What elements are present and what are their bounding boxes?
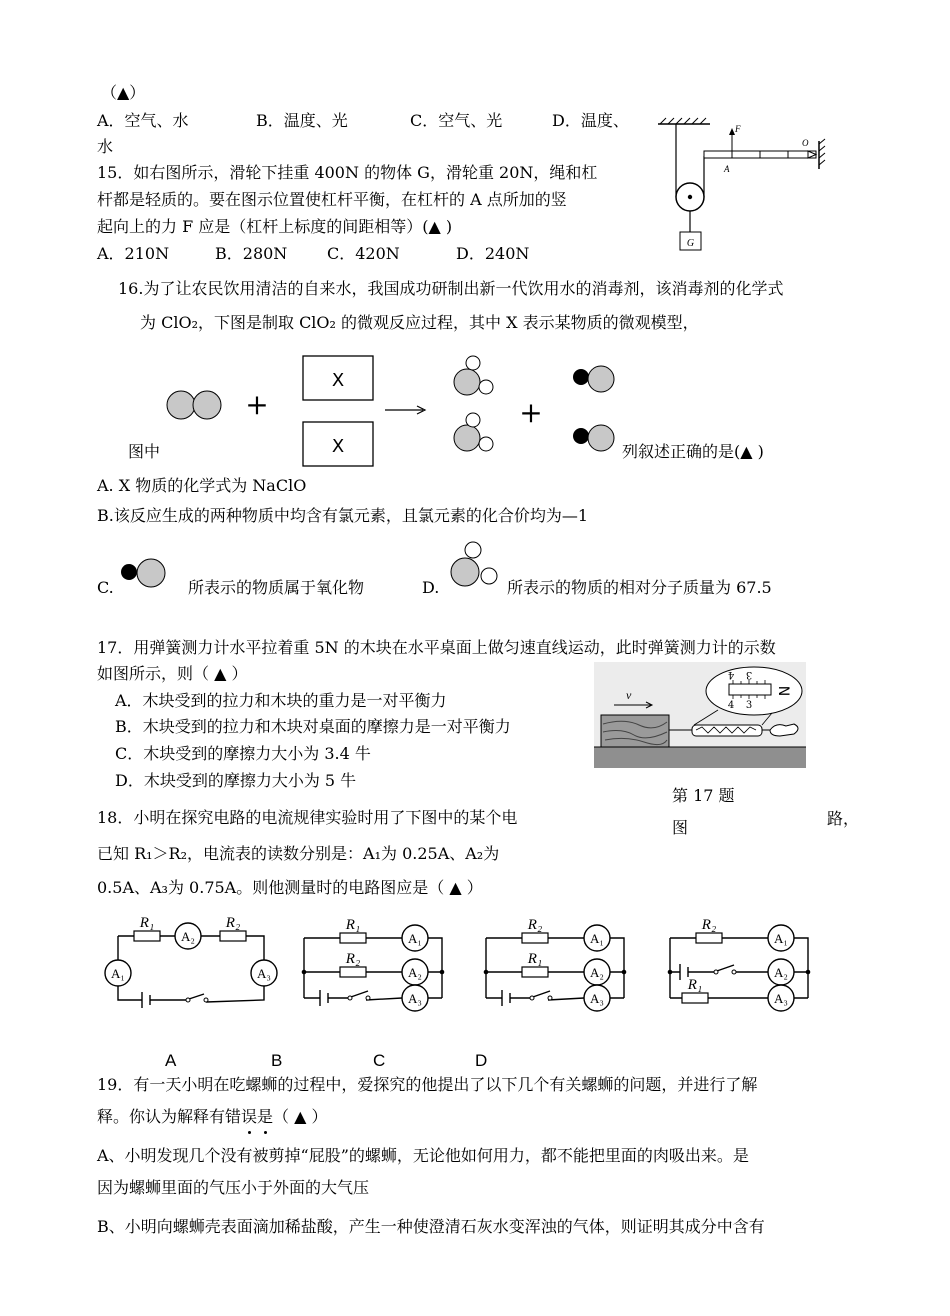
q14-option-a: A．空气、水	[97, 111, 189, 130]
q17-table	[594, 747, 806, 768]
q17-option-c: C．木块受到的摩擦力大小为 3.4 牛	[115, 744, 371, 763]
q18a-label-r1: R₁	[139, 915, 155, 931]
q15-label-o: O	[802, 138, 809, 148]
q17-option-a: A．木块受到的拉力和木块的重力是一对平衡力	[115, 691, 447, 710]
q18-stem-line3: 0.5A、A₃为 0.75A。则他测量时的电路图应是（ ▲ ）	[97, 878, 483, 897]
q18-circuit-d	[666, 912, 826, 1024]
q16-plus-2: +	[519, 396, 543, 429]
q17-stem-line1: 17．用弹簧测力计水平拉着重 5N 的木块在水平桌面上做匀速直线运动，此时弹簧测力计的示数	[97, 638, 776, 657]
q18a-ammeter-a1: A₁	[111, 966, 125, 981]
q19-stem-line1: 19．有一天小明在吃螺蛳的过程中，爱探究的他提出了以下几个有关螺蛳的问题，并进行了解	[97, 1075, 758, 1094]
q18-circuit-c	[482, 912, 642, 1024]
q15-stem-line3: 起向上的力 F 应是（杠杆上标度的间距相等）(▲ )	[97, 217, 453, 236]
q18a-ammeter-a3: A₃	[257, 966, 271, 981]
q18c-ammeter-a3: A₃	[590, 991, 604, 1006]
q18-stem-line1-end: 路，	[827, 809, 860, 828]
q16-option-a: A. X 物质的化学式为 NaClO	[97, 476, 307, 495]
q16-option-b: B.该反应生成的两种物质中均含有氯元素，且氯元素的化合价均为—1	[97, 506, 589, 525]
q16-plus-1: +	[245, 388, 269, 421]
q18d-ammeter-a2: A₂	[774, 965, 788, 980]
q19-emphasis-dot-1	[248, 1131, 251, 1134]
q14-option-c: C．空气、光	[410, 111, 503, 130]
q18c-label-r2: R₂	[527, 917, 543, 933]
q18b-ammeter-a3: A₃	[408, 991, 422, 1006]
q16-option-c-text: 所表示的物质属于氧化物	[188, 578, 365, 597]
q18c-label-r1: R₁	[527, 951, 543, 967]
q18a-ammeter-a2: A₂	[181, 929, 195, 944]
q19-emphasis-dot-2	[264, 1131, 267, 1134]
q18-stem-line2: 已知 R₁＞R₂，电流表的读数分别是：A₁为 0.25A、A₂为	[97, 844, 500, 863]
q17-unit-n: N	[775, 685, 791, 697]
q16-figure-suffix: 列叙述正确的是(▲ )	[622, 442, 764, 461]
q15-option-d: D．240N	[456, 244, 530, 263]
q16-option-d-letter: D.	[422, 578, 440, 597]
q19-option-a-line2: 因为螺蛳里面的气压小于外面的大气压	[97, 1178, 370, 1197]
q17-label-v: v	[626, 688, 632, 702]
q15-stem-line2: 杆都是轻质的。要在图示位置使杠杆平衡，在杠杆的 A 点所加的竖	[97, 190, 567, 209]
q18-stem-line1: 18．小明在探究电路的电流规律实验时用了下图中的某个电	[97, 808, 518, 827]
q18d-label-r1: R₁	[687, 977, 703, 993]
q17-tick-top-3: 3	[745, 669, 753, 680]
q17-caption-line1: 第 17 题	[672, 786, 735, 805]
q19-option-b-line1: B、小明向螺蛳壳表面滴加稀盐酸，产生一种使澄清石灰水变浑浊的气体，则证明其成分中含有	[97, 1217, 765, 1236]
q15-option-c: C．420N	[327, 244, 400, 263]
q16-reaction-diagram	[155, 350, 625, 475]
q19-option-a-line1: A、小明发现几个没有被剪掉“屁股”的螺蛳，无论他如何用力，都不能把里面的肉吸出来。是	[97, 1146, 749, 1165]
q18-label-a: A	[165, 1051, 177, 1070]
q15-option-a: A．210N	[97, 244, 170, 263]
q15-label-a: A	[724, 164, 730, 174]
q14-option-d-wrap: 水	[97, 137, 114, 156]
q16-option-c-molecule	[117, 555, 172, 591]
q16-x-label-2: X	[331, 436, 345, 457]
q14-tail: （▲）	[101, 83, 146, 102]
q16-x-label-1: X	[331, 370, 345, 391]
q15-label-g: G	[686, 238, 695, 249]
q17-tick-bottom-4: 4	[727, 700, 735, 711]
q18-label-d: D	[475, 1051, 488, 1070]
q18-label-c: C	[373, 1051, 386, 1070]
q18-label-b: B	[271, 1051, 283, 1070]
q18d-ammeter-a3: A₃	[774, 991, 788, 1006]
q18b-ammeter-a1: A₁	[408, 931, 422, 946]
q15-label-f: F	[735, 124, 741, 134]
q18d-label-r2: R₂	[701, 917, 717, 933]
q18a-label-r2: R₂	[225, 915, 241, 931]
q17-stem-line2: 如图所示，则（ ▲ ）	[97, 664, 248, 683]
q18c-ammeter-a1: A₁	[590, 931, 604, 946]
q19-stem-line2: 释。你认为解释有错误是（ ▲ ）	[97, 1107, 328, 1126]
q15-option-b: B．280N	[215, 244, 288, 263]
q18c-ammeter-a2: A₂	[590, 965, 604, 980]
q17-spring-scale-figure	[594, 662, 806, 768]
q16-stem-line2: 为 ClO₂，下图是制取 ClO₂ 的微观反应过程，其中 X 表示某物质的微观模型，	[140, 313, 699, 332]
q18-circuit-b	[300, 912, 460, 1024]
q14-option-b: B．温度、光	[256, 111, 348, 130]
q18b-ammeter-a2: A₂	[408, 965, 422, 980]
q18d-ammeter-a1: A₁	[774, 931, 788, 946]
q17-caption-line2: 图	[672, 818, 689, 837]
q15-stem-line1: 15．如右图所示，滑轮下挂重 400N 的物体 G，滑轮重 20N，绳和杠	[97, 163, 598, 182]
q16-option-d-molecule	[445, 540, 505, 592]
q17-tick-bottom-3: 3	[745, 700, 753, 711]
q15-lever-pulley-figure	[650, 115, 830, 260]
q16-option-c-letter: C.	[97, 578, 114, 597]
q18-circuit-a	[98, 912, 278, 1012]
q18b-label-r2: R₂	[345, 951, 361, 967]
q17-option-d: D．木块受到的摩擦力大小为 5 牛	[115, 771, 357, 790]
q17-spring-scale-body	[692, 725, 762, 736]
q18b-label-r1: R₁	[345, 917, 361, 933]
q16-option-d-text: 所表示的物质的相对分子质量为 67.5	[507, 578, 772, 597]
q17-tick-top-4: 4	[727, 669, 735, 680]
q16-figure-prefix: 图中	[128, 442, 161, 461]
q17-option-b: B．木块受到的拉力和木块对桌面的摩擦力是一对平衡力	[115, 717, 511, 736]
q14-option-d: D．温度、	[552, 111, 629, 130]
q16-stem-line1: 16.为了让农民饮用清洁的自来水，我国成功研制出新一代饮用水的消毒剂，该消毒剂的化学式	[118, 279, 784, 298]
